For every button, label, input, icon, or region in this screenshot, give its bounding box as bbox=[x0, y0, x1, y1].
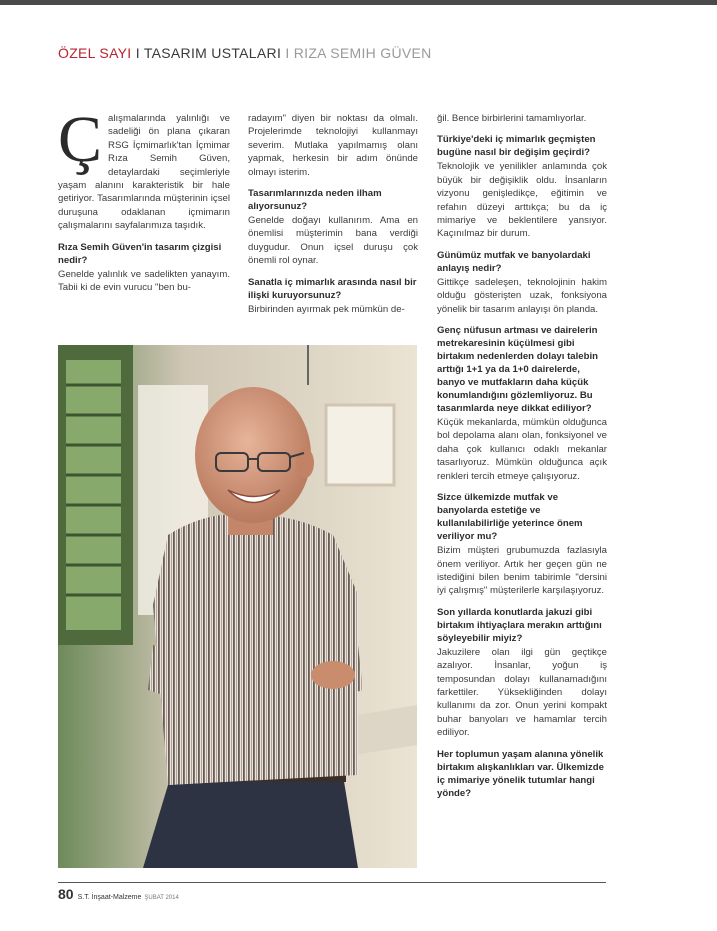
header-separator: I bbox=[281, 45, 294, 61]
question: Sizce ülkemizde mutfak ve banyolarda estetiğe ve kullanılabilirliğe yeterince önem veriliyor mu? bbox=[437, 492, 583, 543]
header-special-issue: ÖZEL SAYI bbox=[58, 45, 132, 61]
drop-cap: Ç bbox=[58, 103, 103, 176]
continued-answer: ğil. Bence birbirlerini tamamlıyorlar. bbox=[437, 113, 587, 124]
article-column-3 bbox=[437, 112, 607, 801]
question: Her toplumun yaşam alanına yönelik birtakım alışkanlıkları var. Ülkemizde iç mimariye yönelik tutumlar hangi yönde? bbox=[437, 748, 604, 799]
header-series: TASARIM USTALARI bbox=[143, 45, 282, 61]
question: Türkiye'deki iç mimarlık geçmişten bugüne nasıl bir değişim geçirdi? bbox=[437, 134, 596, 159]
page-footer bbox=[58, 886, 179, 904]
article-column-1 bbox=[58, 103, 230, 302]
header-subject-name: RIZA SEMIH GÜVEN bbox=[293, 45, 432, 61]
question: Genç nüfusun artması ve dairelerin metrekaresinin küçülmesi gibi birtakım nedenlerden dolayı talebin arttığı 1+1 ya da 1+0 dairelerde, banyo ve mutfakların daha küçük konumlandığını gözlemliyoruz. Bu tasarımlarda neye dikkat ediliyor? bbox=[437, 325, 598, 415]
footer-rule bbox=[58, 882, 606, 883]
answer: Genelde doğayı kullanırım. Ama en önemlisi müşterimin bana verdiği duygudur. Onun içsel duruşu çok önemli rol oynar. bbox=[248, 215, 418, 267]
question: Son yıllarda konutlarda jakuzi gibi birtakım ihtiyaçlara merakın arttığını söyleyebilir miyiz? bbox=[437, 606, 602, 644]
intro-paragraph bbox=[58, 103, 230, 233]
top-rule bbox=[0, 0, 717, 5]
answer: Teknolojik ve yenilikler anlamında çok büyük bir değişiklik oldu. İnsanların vizyonu genişledikçe, eğitimin ve refahın düzeyi arttıkça; bu da iç mimariye ve beklentilere yansıyor. Kaçınılmaz bir durum. bbox=[437, 161, 607, 240]
answer: Gittikçe sadeleşen, teknolojinin hakim olduğu gösterişten uzak, fonksiyona yönelik bir tasarım anlayışı ön planda. bbox=[437, 276, 607, 315]
answer: Genelde yalınlık ve sadelikten yanayım. Tabii ki de evin vurucu "ben bu- bbox=[58, 268, 230, 294]
continued-answer: radayım" diyen bir noktası da olmalı. Projelerimde teknolojiyi kullanmayı severim. Mutlaka yapılmamış olanı yapmak, herkesin bir adım önünde olmayı isterim. bbox=[248, 113, 418, 178]
header-separator: I bbox=[131, 45, 144, 61]
question: Rıza Semih Güven'in tasarım çizgisi nedir? bbox=[58, 241, 222, 266]
page-number: 80 bbox=[58, 886, 74, 902]
answer: Küçük mekanlarda, mümkün olduğunca bol depolama alanı olan, fonksiyonel ve daha çok kullanıcı odaklı mekanlar tasarlıyoruz. Mümkün olduğunca açık renkleri tercih etmeye çalışıyoruz. bbox=[437, 417, 607, 482]
article-column-2 bbox=[248, 112, 418, 324]
issue-date: ŞUBAT 2014 bbox=[144, 895, 179, 901]
question: Tasarımlarınızda neden ilham alıyorsunuz? bbox=[248, 188, 382, 213]
section-header bbox=[58, 45, 432, 61]
magazine-name: S.T. İnşaat-Malzeme bbox=[77, 894, 142, 901]
answer: Bizim müşteri grubumuzda fazlasıyla önem veriliyor. Artık her geçen gün ne istediğini bilen benim tabirimle "dersini iyi çalışmış" müşterilerle karşılaşıyoruz. bbox=[437, 545, 607, 597]
question: Günümüz mutfak ve banyolardaki anlayış nedir? bbox=[437, 249, 591, 274]
answer: Birbirinden ayırmak pek mümkün de- bbox=[248, 303, 405, 315]
portrait-photo bbox=[58, 345, 417, 868]
question: Sanatla iç mimarlık arasında nasıl bir ilişki kuruyorsunuz? bbox=[248, 276, 417, 301]
answer: Jakuzilere olan ilgi gün geçtikçe azalıyor. İnsanlar, yoğun iş temposundan dolayı kullanamadığını farkettiler. Yüksekliğinden dolayı kullanımı da zor. Onun yerini kompakt buhar banyoları ve hamamlar tercih ediliyor. bbox=[437, 646, 607, 739]
intro-text: alışmalarında yalınlığı ve sadeliği ön plana çıkaran RSG İçmimarlık'tan İçmimar Rıza Semih Güven, detaylardaki seçimleriyle yaşam alanını karakteristik bir hale getiriyor. Tasarımlarında müşterinin içsel duruşuna odaklanan içmimarın çalışmalarını sayfalarımıza taşıdık. bbox=[58, 113, 230, 232]
